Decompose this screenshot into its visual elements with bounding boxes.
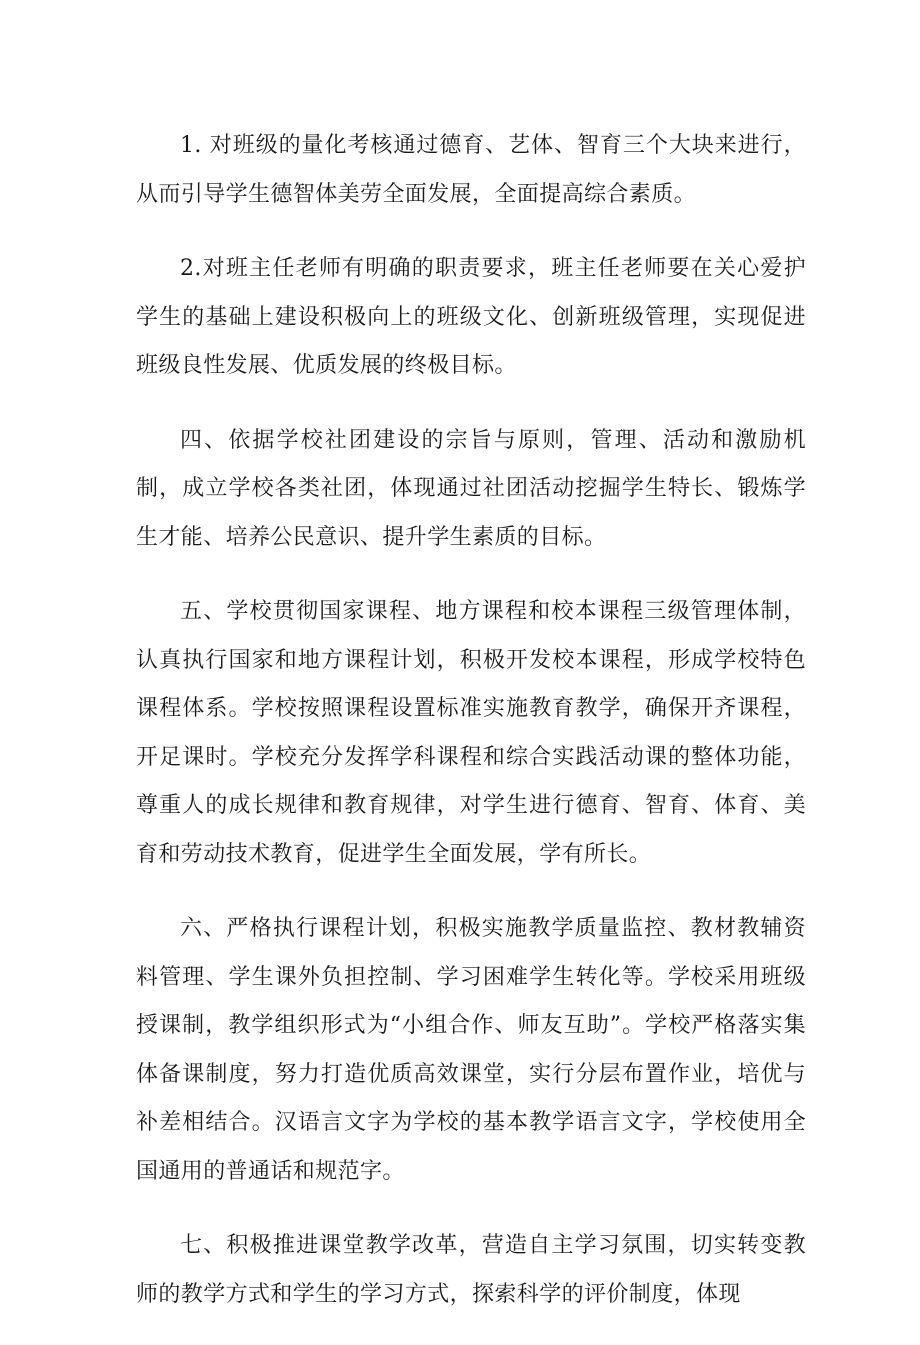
paragraph-section-five-curriculum: 五、学校贯彻国家课程、地方课程和校本课程三级管理体制，认真执行国家和地方课程计划，积极开发校本课程，形成学校特色课程体系。学校按照课程设置标准实施教育教学，确保开齐课程，开足课时。学校充分发挥学科课程和综合实践活动课的整体功能，尊重人的成长规律和教育规律，对学生进行德育、智育、体育、美育和劳动技术教育，促进学生全面发展，学有所长。 [136, 599, 806, 867]
document-body [136, 122, 806, 1345]
paragraph-class-assessment: 1. 对班级的量化考核通过德育、艺体、智育三个大块来进行，从而引导学生德智体美劳全面发展，全面提高综合素质。 [136, 133, 806, 207]
paragraph-section-six-teaching-plan: 六、严格执行课程计划，积极实施教学质量监控、教材教辅资料管理、学生课外负担控制、学习困难学生转化等。学校采用班级授课制，教学组织形式为“小组合作、师友互助”。学校严格落实集体备课制度，努力打造优质高效课堂，实行分层布置作业，培优与补差相结合。汉语言文字为学校的基本教学语言文字，学校使用全国通用的普通话和规范字。 [136, 916, 806, 1184]
paragraph-section-seven-classroom-reform: 七、积极推进课堂教学改革，营造自主学习氛围，切实转变教师的教学方式和学生的学习方式，探索科学的评价制度，体现 [136, 1233, 806, 1307]
paragraph-head-teacher-duties: 2.对班主任老师有明确的职责要求，班主任老师要在关心爱护学生的基础上建设积极向上的班级文化、创新班级管理，实现促进班级良性发展、优质发展的终极目标。 [136, 256, 806, 378]
paragraph-section-four-clubs: 四、依据学校社团建设的宗旨与原则，管理、活动和激励机制，成立学校各类社团，体现通过社团活动挖掘学生特长、锻炼学生才能、培养公民意识、提升学生素质的目标。 [136, 427, 806, 550]
